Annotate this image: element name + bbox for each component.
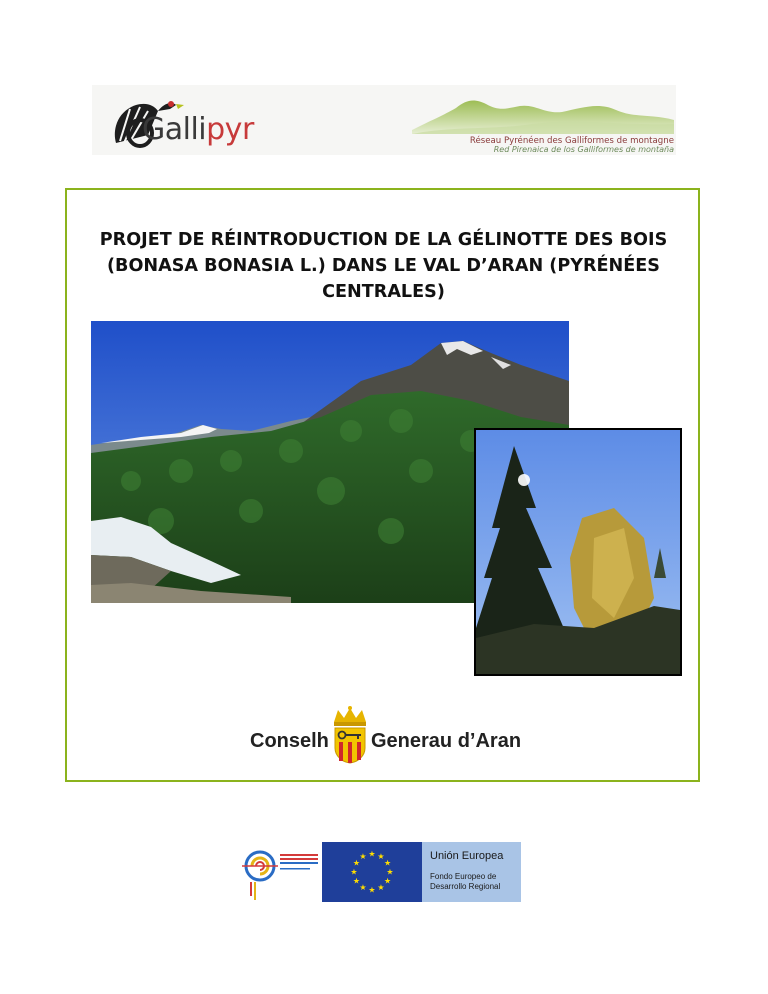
eu-star-icon: ★ bbox=[368, 885, 376, 895]
gallipyr-wordmark: Gallipyr bbox=[142, 112, 254, 147]
aran-coat-of-arms-icon bbox=[330, 706, 370, 764]
eu-title: Unión Europea bbox=[430, 850, 504, 862]
eu-flag-icon bbox=[322, 842, 422, 902]
title-line: CENTRALES) bbox=[322, 282, 445, 302]
conifer-trees-photo bbox=[474, 428, 682, 676]
eu-star-icon: ★ bbox=[352, 858, 360, 868]
eu-star-icon: ★ bbox=[384, 876, 392, 886]
poctefa-spiral-icon bbox=[230, 842, 322, 902]
network-name-french: Réseau Pyrénéen des Galliformes de montagne bbox=[469, 136, 674, 146]
document-title bbox=[75, 227, 692, 305]
network-name-spanish: Red Pirenaica de los Galliformes de montaña bbox=[493, 145, 674, 154]
eu-star-icon: ★ bbox=[352, 876, 360, 886]
eu-fund-line-1: Fondo Europeo de bbox=[430, 872, 497, 881]
generau-daran-words: Generau d’Aran bbox=[371, 730, 522, 752]
eu-star-icon: ★ bbox=[386, 867, 394, 877]
eu-star-icon: ★ bbox=[377, 883, 385, 893]
conselh-word: Conselh bbox=[250, 730, 329, 752]
eu-fund-line-2: Desarrollo Regional bbox=[430, 882, 501, 891]
eu-star-icon: ★ bbox=[368, 849, 376, 859]
title-line: PROJET DE RÉINTRODUCTION DE LA GÉLINOTTE DES BOIS bbox=[99, 230, 668, 250]
title-line: (BONASA BONASIA L.) DANS LE VAL D’ARAN (PYRÉNÉES bbox=[107, 256, 660, 276]
eu-star-icon: ★ bbox=[384, 858, 392, 868]
eu-star-icon: ★ bbox=[359, 883, 367, 893]
eu-star-icon: ★ bbox=[359, 851, 367, 861]
eu-star-icon: ★ bbox=[350, 867, 358, 877]
eu-star-icon: ★ bbox=[377, 851, 385, 861]
